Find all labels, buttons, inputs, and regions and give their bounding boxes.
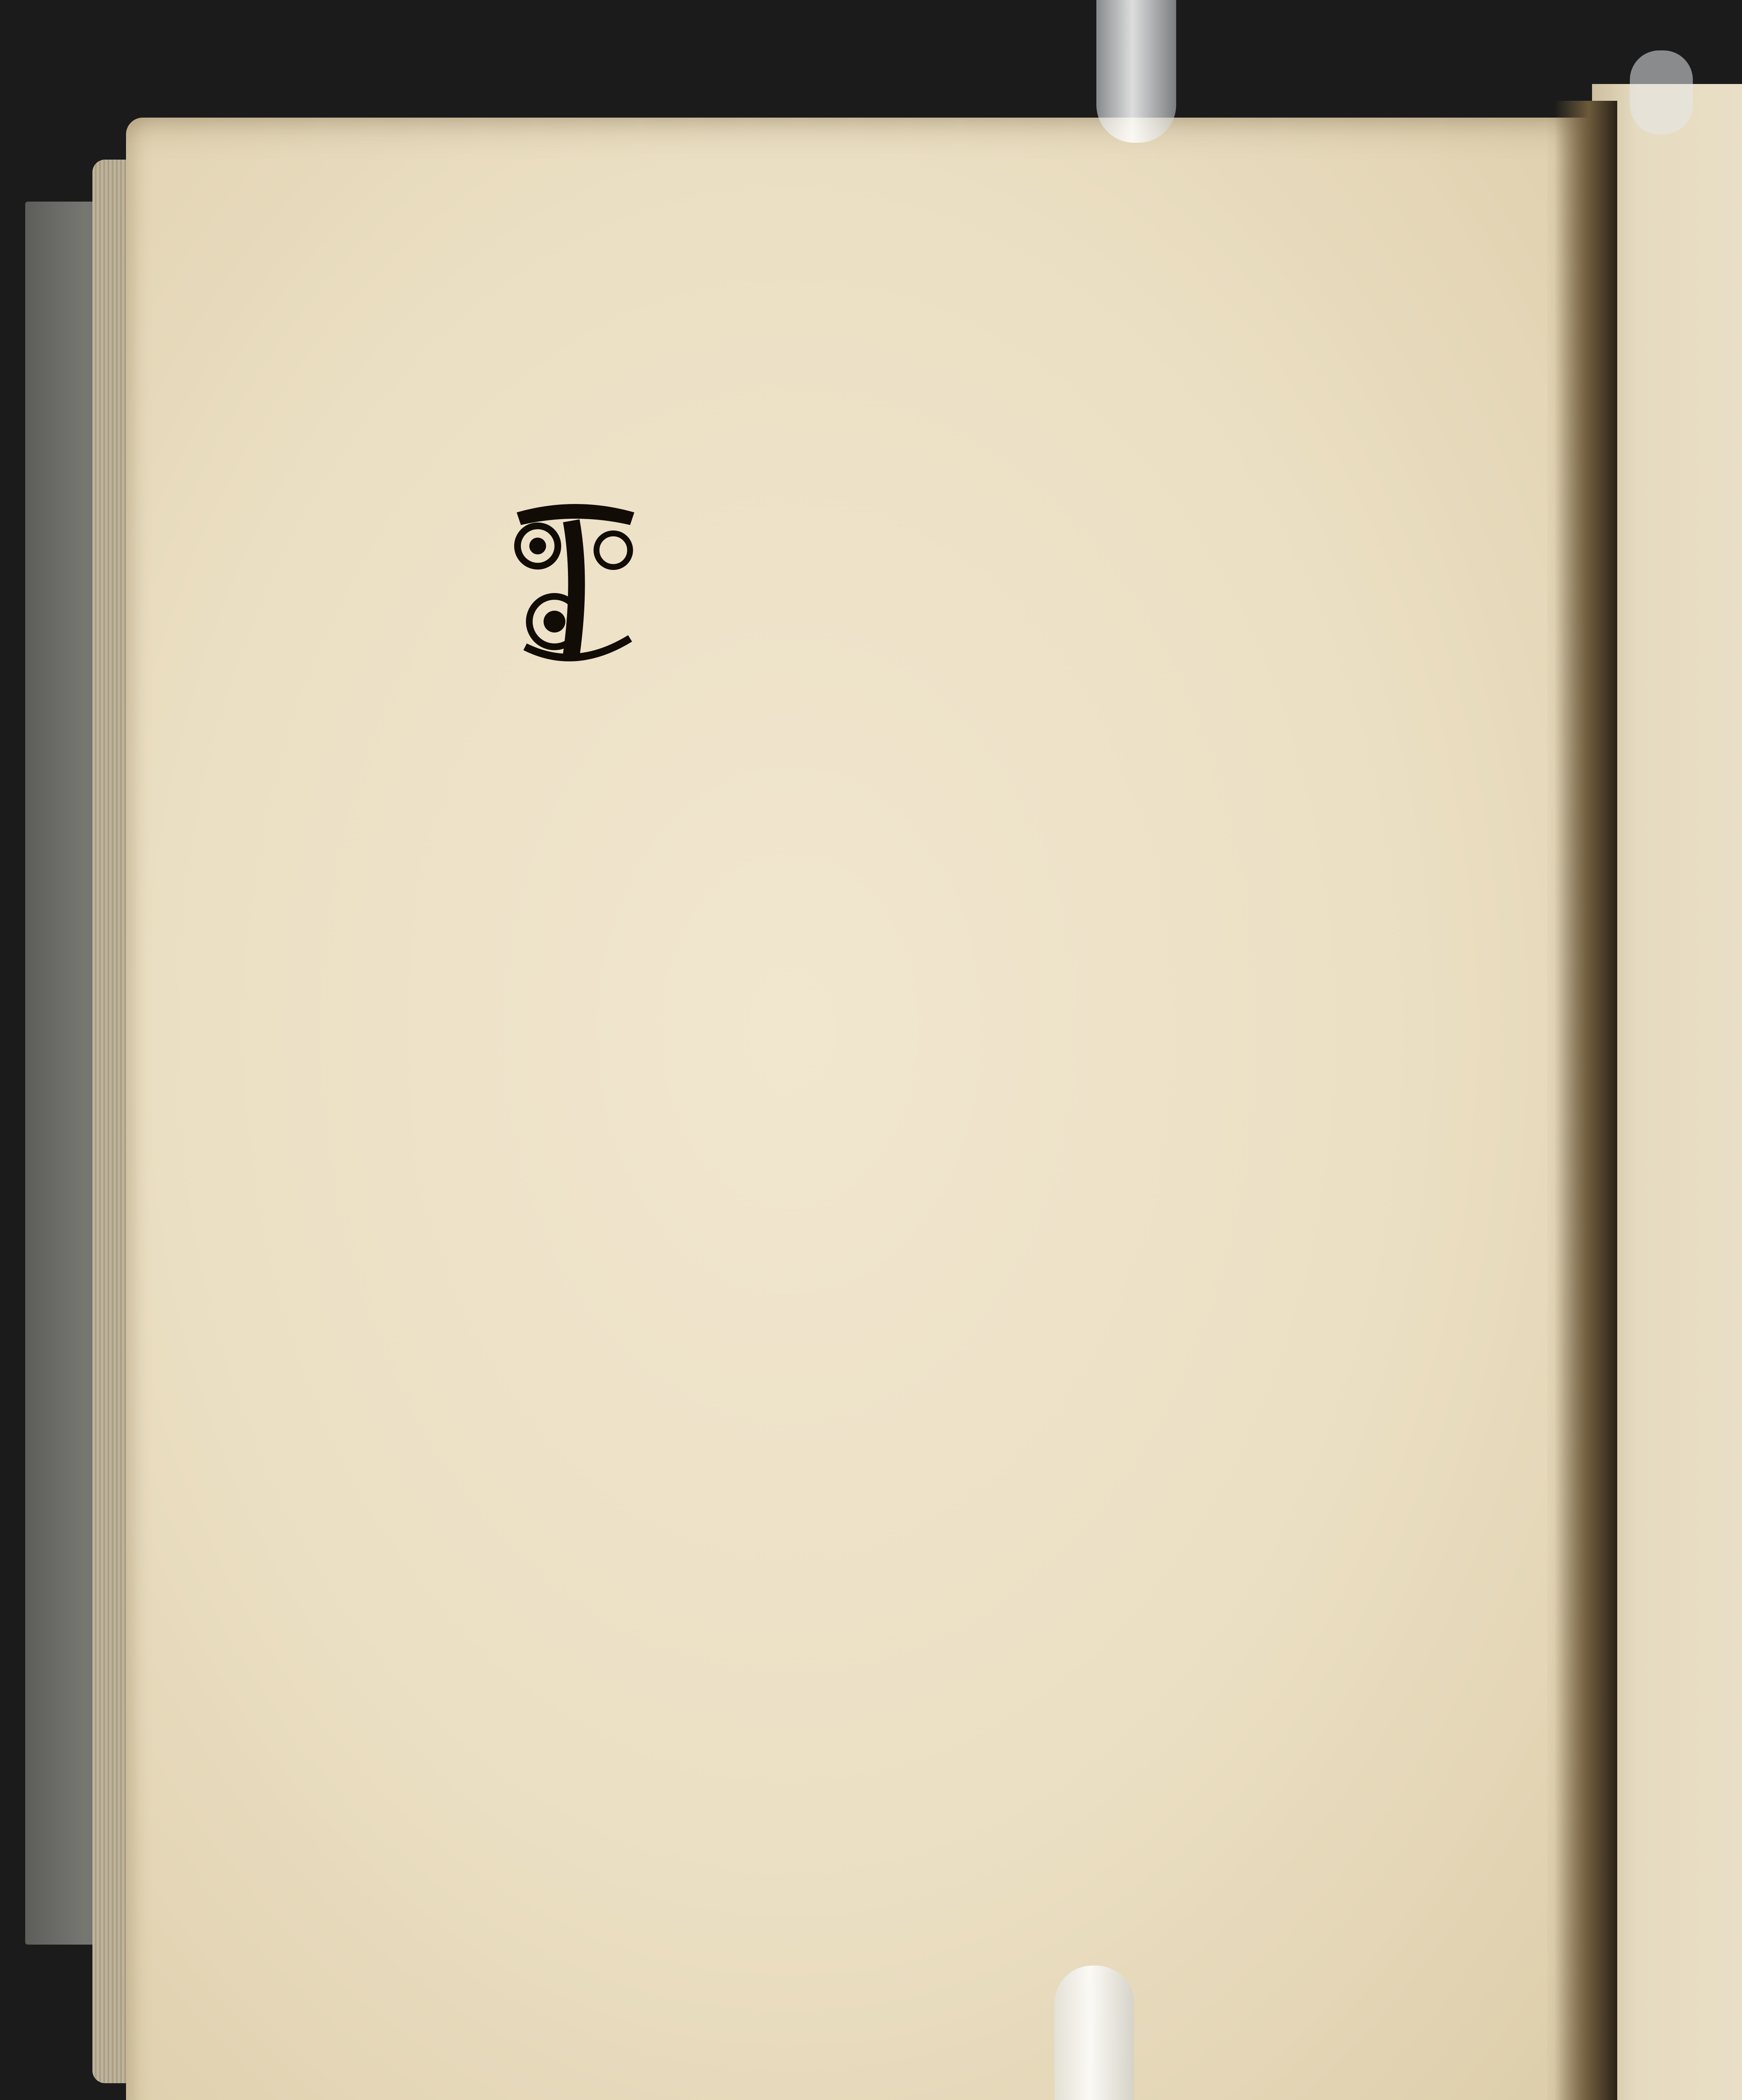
drop-cap [508,496,643,668]
page-clip-top [1096,0,1176,143]
ornamental-headpiece [504,239,1512,475]
page-clip-bottom [1054,1966,1134,2100]
page-clip-facing [1630,50,1693,134]
book-gutter [1554,101,1617,2100]
